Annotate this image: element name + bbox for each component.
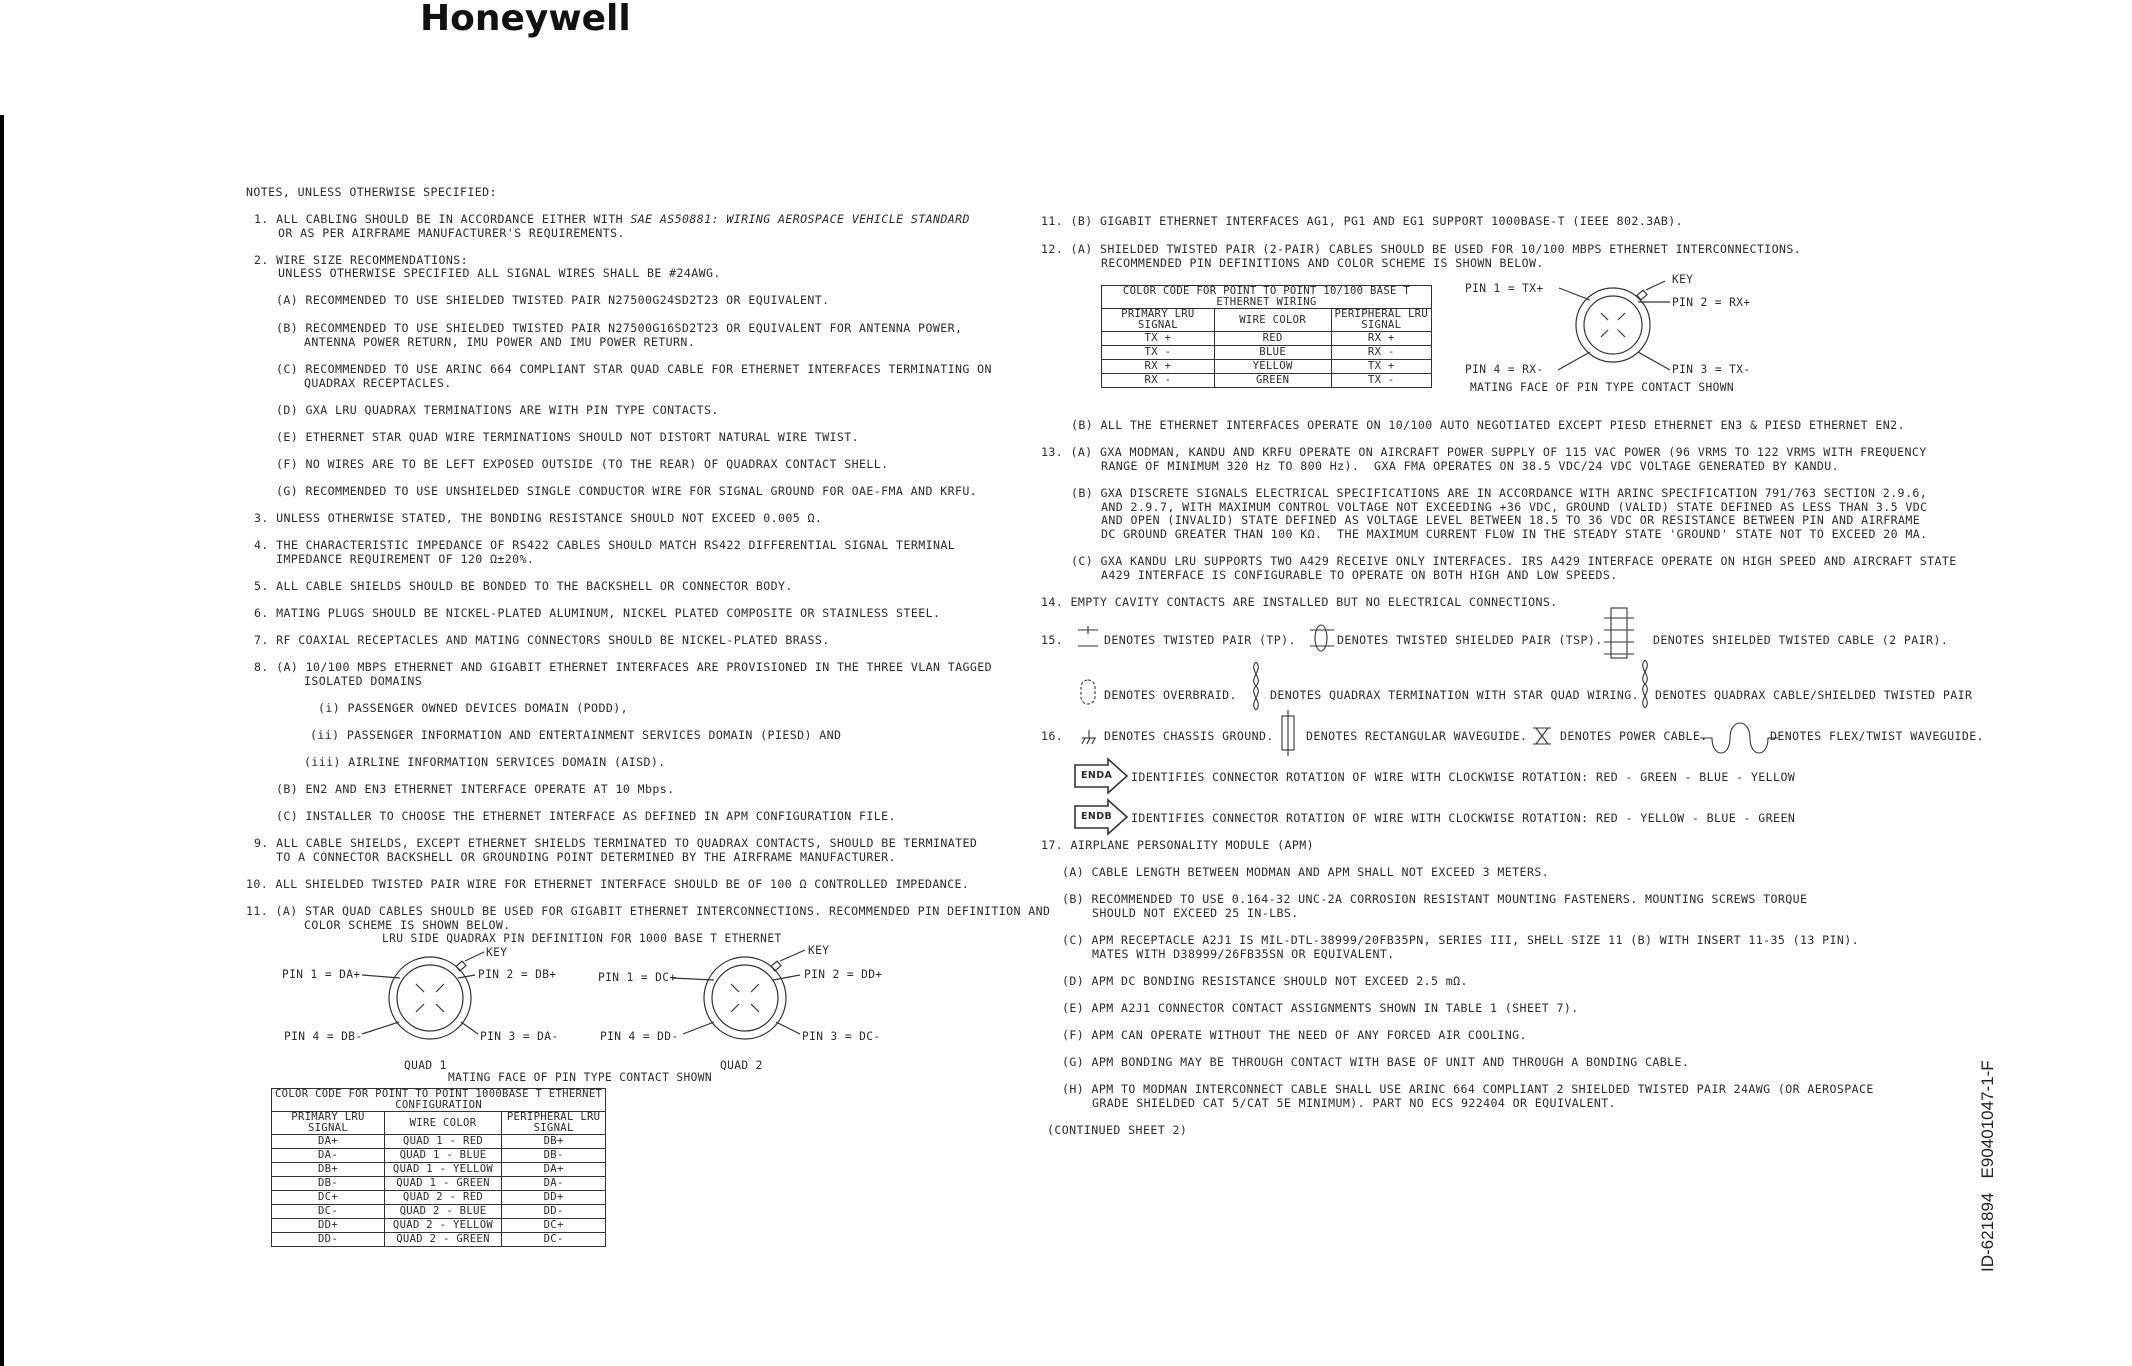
note-17c-cont: MATES WITH D38999/26FB35SN OR EQUIVALENT.	[1092, 947, 1395, 961]
power-cable-icon	[1533, 728, 1551, 744]
rectangular-waveguide-icon	[1282, 710, 1294, 756]
table-title-row: COLOR CODE FOR POINT TO POINT 1000BASE T ETHERNET CONFIGURATION	[272, 1089, 606, 1112]
note-12a: 12. (A) SHIELDED TWISTED PAIR (2-PAIR) CABLES SHOULD BE USED FOR 10/100 MBPS ETHERNET INTERCONNECTIONS.	[1041, 242, 1802, 256]
quadrax-title: LRU SIDE QUADRAX PIN DEFINITION FOR 1000 BASE T ETHERNET	[382, 932, 782, 945]
note-2b-cont: ANTENNA POWER RETURN, IMU POWER AND IMU POWER RETURN.	[304, 335, 696, 349]
note-1: 1. ALL CABLING SHOULD BE IN ACCORDANCE EITHER WITH SAE AS50881: WIRING AEROSPACE VEHICLE STANDARD	[254, 212, 970, 226]
legend-shielded-twisted-cable: DENOTES SHIELDED TWISTED CABLE (2 PAIR).	[1653, 633, 1949, 647]
legend-rect-waveguide: DENOTES RECTANGULAR WAVEGUIDE.	[1306, 729, 1528, 743]
table-row: DC+ QUAD 2 - RED DD+	[272, 1191, 606, 1205]
note-16-number: 16.	[1041, 729, 1064, 743]
quad2-key-label: KEY	[808, 944, 830, 957]
note-11b: 11. (B) GIGABIT ETHERNET INTERFACES AG1, PG1 AND EG1 SUPPORT 1000BASE-T (IEEE 802.3AB).	[1041, 214, 1684, 228]
quad2-label: QUAD 2	[720, 1059, 763, 1072]
quadrax-termination-icon	[1254, 662, 1259, 710]
note-11a-cont: COLOR SCHEME IS SHOWN BELOW.	[304, 918, 511, 932]
quad2-pin4: PIN 4 = DD-	[600, 1030, 679, 1043]
note-17g: (G) APM BONDING MAY BE THROUGH CONTACT WITH BASE OF UNIT AND THROUGH A BONDING CABLE.	[1062, 1055, 1690, 1069]
conn100-pin4: PIN 4 = RX-	[1465, 363, 1544, 376]
note-2b: (B) RECOMMENDED TO USE SHIELDED TWISTED PAIR N27500G16SD2T23 OR EQUIVALENT FOR ANTENNA POWER,	[276, 321, 963, 335]
table-header-row: PRIMARY LRU SIGNAL WIRE COLOR PERIPHERAL LRU SIGNAL	[272, 1112, 606, 1135]
legend-quadrax-cable: DENOTES QUADRAX CABLE/SHIELDED TWISTED PAIR	[1655, 688, 1973, 702]
note-8a-i: (i) PASSENGER OWNED DEVICES DOMAIN (PODD),	[318, 701, 628, 715]
note-12b: (B) ALL THE ETHERNET INTERFACES OPERATE ON 10/100 AUTO NEGOTIATED EXCEPT PIESD ETHERNET EN3 & PIESD ETHERNET EN2.	[1071, 418, 1905, 432]
note-13b-cont3: DC GROUND GREATER THAN 100 KΩ. THE MAXIMUM CURRENT FLOW IN THE STEADY STATE 'GROUND' STATE NOT TO EXCEED 20 MA.	[1101, 527, 1928, 541]
legend-enda: IDENTIFIES CONNECTOR ROTATION OF WIRE WITH CLOCKWISE ROTATION: RED - GREEN - BLUE - YELLOW	[1131, 770, 1796, 784]
note-1-cont: OR AS PER AIRFRAME MANUFACTURER'S REQUIREMENTS.	[278, 226, 625, 240]
quad-mating-face-caption: MATING FACE OF PIN TYPE CONTACT SHOWN	[448, 1071, 713, 1084]
legend-quadrax-termination: DENOTES QUADRAX TERMINATION WITH STAR QUAD WIRING.	[1270, 688, 1640, 702]
note-4: 4. THE CHARACTERISTIC IMPEDANCE OF RS422 CABLES SHOULD MATCH RS422 DIFFERENTIAL SIGNAL TERMINAL	[254, 538, 956, 552]
overbraid-icon	[1081, 680, 1095, 704]
table-row: DC- QUAD 2 - BLUE DD-	[272, 1205, 606, 1219]
quad1-pin3: PIN 3 = DA-	[480, 1030, 559, 1043]
note-8a-ii: (ii) PASSENGER INFORMATION AND ENTERTAINMENT SERVICES DOMAIN (PIESD) AND	[310, 728, 842, 742]
note-4-cont: IMPEDANCE REQUIREMENT OF 120 Ω±20%.	[276, 552, 535, 566]
note-14: 14. EMPTY CAVITY CONTACTS ARE INSTALLED BUT NO ELECTRICAL CONNECTIONS.	[1041, 595, 1558, 609]
quad1-pin1: PIN 1 = DA+	[282, 968, 361, 981]
continued-sheet: (CONTINUED SHEET 2)	[1047, 1123, 1188, 1137]
note-2a: (A) RECOMMENDED TO USE SHIELDED TWISTED PAIR N27500G24SD2T23 OR EQUIVALENT.	[276, 293, 830, 307]
table-row: DA+ QUAD 1 - RED DB+	[272, 1135, 606, 1149]
note-13b: (B) GXA DISCRETE SIGNALS ELECTRICAL SPECIFICATIONS ARE IN ACCORDANCE WITH ARINC SPECIFICATION 791/763 SECTION 2.9.6,	[1071, 486, 1928, 500]
twisted-shielded-pair-icon	[1310, 625, 1334, 651]
conn100-key-label: KEY	[1672, 273, 1694, 286]
note-2c-cont: QUADRAX RECEPTACLES.	[304, 376, 452, 390]
honeywell-logo: Honeywell	[420, 0, 631, 39]
table-row: TX + RED RX +	[1102, 332, 1432, 346]
note-17h: (H) APM TO MODMAN INTERCONNECT CABLE SHALL USE ARINC 664 COMPLIANT 2 SHIELDED TWISTED PAIR 24AWG (OR AEROSPACE	[1062, 1082, 1874, 1096]
note-13b-cont1: AND 2.9.7, WITH MAXIMUM CONTROL VOLTAGE NOT EXCEEDING +36 VDC, GROUND (VALID) STATE DEFINED AS LESS THAN 3.5 VDC	[1101, 500, 1928, 514]
note-17c: (C) APM RECEPTACLE A2J1 IS MIL-DTL-38999/20FB35PN, SERIES III, SHELL SIZE 11 (B) WITH INSERT 11-35 (13 PIN).	[1062, 933, 1860, 947]
note-1-standard: SAE AS50881: WIRING AEROSPACE VEHICLE STANDARD	[630, 212, 970, 226]
legend-power-cable: DENOTES POWER CABLE.	[1560, 729, 1708, 743]
table-row: RX + YELLOW TX +	[1102, 360, 1432, 374]
note-17d: (D) APM DC BONDING RESISTANCE SHOULD NOT EXCEED 2.5 mΩ.	[1062, 974, 1468, 988]
note-2-cont: UNLESS OTHERWISE SPECIFIED ALL SIGNAL WIRES SHALL BE #24AWG.	[278, 266, 721, 280]
note-8c: (C) INSTALLER TO CHOOSE THE ETHERNET INTERFACE AS DEFINED IN APM CONFIGURATION FILE.	[276, 809, 896, 823]
conn100-pin3: PIN 3 = TX-	[1672, 363, 1751, 376]
chassis-ground-icon	[1082, 730, 1096, 744]
note-10: 10. ALL SHIELDED TWISTED PAIR WIRE FOR ETHERNET INTERFACE SHOULD BE OF 100 Ω CONTROLLED IMPEDANCE.	[246, 877, 970, 891]
table-title-row: COLOR CODE FOR POINT TO POINT 10/100 BASE T ETHERNET WIRING	[1102, 286, 1432, 309]
note-2c: (C) RECOMMENDED TO USE ARINC 664 COMPLIANT STAR QUAD CABLE FOR ETHERNET INTERFACES TERMINATING ON	[276, 362, 992, 376]
quad2-pin2: PIN 2 = DD+	[804, 968, 883, 981]
table-row: DB+ QUAD 1 - YELLOW DA+	[272, 1163, 606, 1177]
note-8b: (B) EN2 AND EN3 ETHERNET INTERFACE OPERATE AT 10 Mbps.	[276, 782, 675, 796]
quad1-pin4: PIN 4 = DB-	[284, 1030, 363, 1043]
endb-tag: ENDB	[1081, 811, 1113, 822]
note-13c-cont: A429 INTERFACE IS CONFIGURABLE TO OPERATE ON BOTH HIGH AND LOW SPEEDS.	[1101, 568, 1618, 582]
note-3: 3. UNLESS OTHERWISE STATED, THE BONDING RESISTANCE SHOULD NOT EXCEED 0.005 Ω.	[254, 511, 823, 525]
note-9-cont: TO A CONNECTOR BACKSHELL OR GROUNDING POINT DETERMINED BY THE AIRFRAME MANUFACTURER.	[276, 850, 896, 864]
note-2g: (G) RECOMMENDED TO USE UNSHIELDED SINGLE CONDUCTOR WIRE FOR SIGNAL GROUND FOR OAE-FMA AND KRFU.	[276, 484, 978, 498]
quadrax-cable-icon	[1643, 660, 1648, 708]
quad2-pin1: PIN 1 = DC+	[598, 971, 677, 984]
table-header-row: PRIMARY LRU SIGNAL WIRE COLOR PERIPHERAL LRU SIGNAL	[1102, 309, 1432, 332]
twisted-pair-icon	[1078, 626, 1098, 646]
note-13a: 13. (A) GXA MODMAN, KANDU AND KRFU OPERATE ON AIRCRAFT POWER SUPPLY OF 115 VAC POWER (96 VRMS TO 122 VRMS WITH FREQUENCY	[1041, 445, 1927, 459]
document-id: ID-621894 E90401047-1-F	[1978, 1060, 1997, 1272]
legend-endb: IDENTIFIES CONNECTOR ROTATION OF WIRE WITH CLOCKWISE ROTATION: RED - YELLOW - BLUE - GREEN	[1131, 811, 1796, 825]
note-17a: (A) CABLE LENGTH BETWEEN MODMAN AND APM SHALL NOT EXCEED 3 METERS.	[1062, 865, 1550, 879]
flex-waveguide-icon	[1700, 723, 1778, 753]
note-9: 9. ALL CABLE SHIELDS, EXCEPT ETHERNET SHIELDS TERMINATED TO QUADRAX CONTACTS, SHOULD BE TERMINATED	[254, 836, 978, 850]
conn100-mating-caption: MATING FACE OF PIN TYPE CONTACT SHOWN	[1470, 381, 1735, 394]
note-11a: 11. (A) STAR QUAD CABLES SHOULD BE USED FOR GIGABIT ETHERNET INTERCONNECTIONS. RECOMMENDED PIN DEFINITION AND	[246, 904, 1051, 918]
table-row: TX - BLUE RX -	[1102, 346, 1432, 360]
legend-overbraid: DENOTES OVERBRAID.	[1104, 688, 1237, 702]
conn100-pin2: PIN 2 = RX+	[1672, 296, 1751, 309]
note-17e: (E) APM A2J1 CONNECTOR CONTACT ASSIGNMENTS SHOWN IN TABLE 1 (SHEET 7).	[1062, 1001, 1579, 1015]
quad1-key-label: KEY	[486, 946, 508, 959]
note-2: 2. WIRE SIZE RECOMMENDATIONS:	[254, 253, 469, 267]
table-row: DB- QUAD 1 - GREEN DA-	[272, 1177, 606, 1191]
note-2e: (E) ETHERNET STAR QUAD WIRE TERMINATIONS SHOULD NOT DISTORT NATURAL WIRE TWIST.	[276, 430, 860, 444]
note-17: 17. AIRPLANE PERSONALITY MODULE (APM)	[1041, 838, 1315, 852]
conn100-pin1: PIN 1 = TX+	[1465, 282, 1544, 295]
note-13a-cont: RANGE OF MINIMUM 320 Hz TO 800 Hz). GXA FMA OPERATES ON 38.5 VDC/24 VDC VOLTAGE GENERATED BY KANDU.	[1101, 459, 1840, 473]
notes-title: NOTES, UNLESS OTHERWISE SPECIFIED:	[246, 185, 497, 199]
note-2f: (F) NO WIRES ARE TO BE LEFT EXPOSED OUTSIDE (TO THE REAR) OF QUADRAX CONTACT SHELL.	[276, 457, 889, 471]
note-15-number: 15.	[1041, 633, 1064, 647]
note-12a-cont: RECOMMENDED PIN DEFINITIONS AND COLOR SCHEME IS SHOWN BELOW.	[1101, 256, 1544, 270]
legend-twisted-shielded-pair: DENOTES TWISTED SHIELDED PAIR (TSP).	[1337, 633, 1603, 647]
table-row: DD+ QUAD 2 - YELLOW DC+	[272, 1219, 606, 1233]
note-17b: (B) RECOMMENDED TO USE 0.164-32 UNC-2A CORROSION RESISTANT MOUNTING FASTENERS. MOUNTING SCREWS TORQUE	[1062, 892, 1808, 906]
quad2-pin3: PIN 3 = DC-	[802, 1030, 881, 1043]
note-17f: (F) APM CAN OPERATE WITHOUT THE NEED OF ANY FORCED AIR COOLING.	[1062, 1028, 1527, 1042]
legend-twisted-pair: DENOTES TWISTED PAIR (TP).	[1104, 633, 1296, 647]
table-row: RX - GREEN TX -	[1102, 374, 1432, 388]
note-5: 5. ALL CABLE SHIELDS SHOULD BE BONDED TO THE BACKSHELL OR CONNECTOR BODY.	[254, 579, 793, 593]
legend-flex-waveguide: DENOTES FLEX/TWIST WAVEGUIDE.	[1770, 729, 1985, 743]
note-8a: 8. (A) 10/100 MBPS ETHERNET AND GIGABIT ETHERNET INTERFACES ARE PROVISIONED IN THE THREE VLAN TAGGED	[254, 660, 993, 674]
note-13b-cont2: AND OPEN (INVALID) STATE DEFINED AS VOLTAGE LEVEL BETWEEN 18.5 TO 36 VDC OR RESISTANCE BETWEEN PIN AND AIRFRAME	[1101, 513, 1921, 527]
quad1-pin2: PIN 2 = DB+	[478, 968, 557, 981]
note-8a-cont: ISOLATED DOMAINS	[304, 674, 423, 688]
note-17b-cont: SHOULD NOT EXCEED 25 IN-LBS.	[1092, 906, 1299, 920]
note-7: 7. RF COAXIAL RECEPTACLES AND MATING CONNECTORS SHOULD BE NICKEL-PLATED BRASS.	[254, 633, 830, 647]
note-17h-cont: GRADE SHIELDED CAT 5/CAT 5E MINIMUM). PART NO ECS 922404 OR EQUIVALENT.	[1092, 1096, 1616, 1110]
note-6: 6. MATING PLUGS SHOULD BE NICKEL-PLATED ALUMINUM, NICKEL PLATED COMPOSITE OR STAINLESS STEEL.	[254, 606, 941, 620]
enda-tag: ENDA	[1081, 770, 1113, 781]
legend-chassis-ground: DENOTES CHASSIS GROUND.	[1104, 729, 1274, 743]
shielded-twisted-cable-icon	[1604, 608, 1634, 658]
note-2d: (D) GXA LRU QUADRAX TERMINATIONS ARE WITH PIN TYPE CONTACTS.	[276, 403, 719, 417]
table-row: DA- QUAD 1 - BLUE DB-	[272, 1149, 606, 1163]
table-row: DD- QUAD 2 - GREEN DC-	[272, 1233, 606, 1247]
quad1-label: QUAD 1	[404, 1059, 447, 1072]
note-13c: (C) GXA KANDU LRU SUPPORTS TWO A429 RECEIVE ONLY INTERFACES. IRS A429 INTERFACE OPERATE ON HIGH SPEED AND AIRCRAFT STATE	[1071, 554, 1957, 568]
note-8a-iii: (iii) AIRLINE INFORMATION SERVICES DOMAIN (AISD).	[304, 755, 666, 769]
